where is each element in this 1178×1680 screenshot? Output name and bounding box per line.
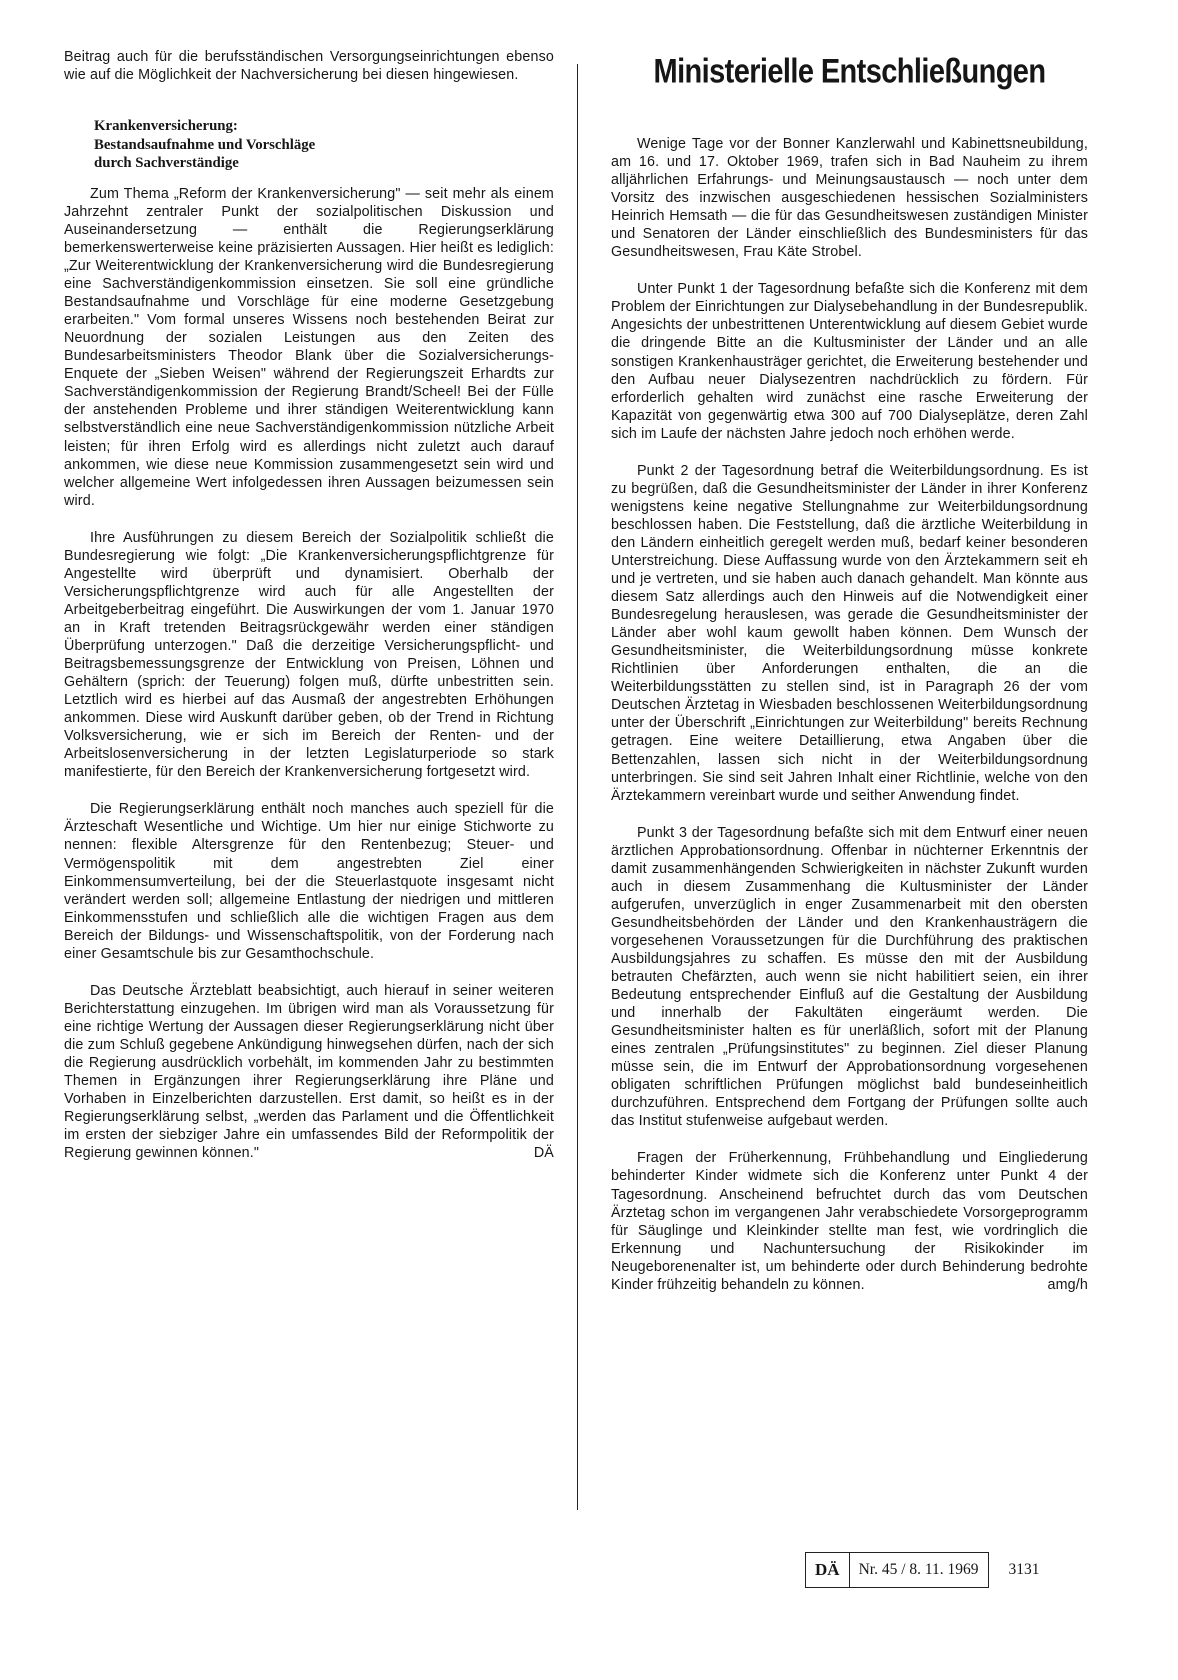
subheading-line: Krankenversicherung: bbox=[94, 118, 238, 135]
page-footer bbox=[805, 1552, 1040, 1588]
body-paragraph: Zum Thema „Reform der Krankenversicherung" — seit mehr als einem Jahrzehnt zentraler Punkt der sozialpolitischen Diskussion und Auseinandersetzung — enthält die Regierungserklärung bemerkenswerterweise keine präzisierten Aussagen. Hier heißt es lediglich: „Zur Weiterentwicklung der Krankenversicherung wird die Bundesregierung eine Sachverständigenkommission einsetzen. Sie soll eine gründliche Bestandsaufnahme und Vorschläge für eine moderne Gesetzgebung erarbeiten." Vom formal unseres Wissens noch bestehenden Beirat zur Neuordnung der sozialen Leistungen aus den Zeiten des Bundesarbeitsministers Theodor Blank über die Sozialversicherungs-Enquete der „Sieben Weisen" während der Regierungszeit Erhardts zur Sachverständigenkommission der Regierung Brandt/Scheel! Bei der Fülle der anstehenden Probleme und ihrer ständigen Weiterentwicklung kann selbstverständlich eine neue Sachverständigenkommission nützliche Arbeit leisten; für ihren Erfolg wird es allerdings nicht zuletzt auch darauf ankommen, wie diese neue Kommission zusammengesetzt sein wird und welcher allgemeine Wert infolgedessen ihren Aussagen beizumessen sein wird. bbox=[64, 185, 554, 509]
author-signature: amg/h bbox=[1047, 1276, 1088, 1293]
body-paragraph bbox=[611, 1149, 1088, 1293]
body-paragraph: Punkt 3 der Tagesordnung befaßte sich mit dem Entwurf einer neuen ärztlichen Approbationsordnung. Offenbar in nüchterner Erkenntnis der damit zusammenhängenden Schwierigkeiten in nächster Zukunft wurden auch in diesem Zusammenhang die Kultusminister der Länder aufgerufen, unverzüglich in enger Zusammenarbeit mit den obersten Gesundheitsbehörden der Länder und den Krankenhausträgern die vorgesehenen Voraussetzungen für die Durchführung des praktischen Ausbildungsjahres zu schaffen. Es müsse den mit der Ausbildung betrauten Chefärzten, auch wenn sie nicht habilitiert seien, ein ihrer Bedeutung entsprechender Einfluß auf die Gestaltung der Ausbildung und innerhalb der Fakultäten eingeräumt werden. Die Gesundheitsminister halten es für unerläßlich, sofort mit der Planung eines zentralen „Prüfungsinstitutes" zu beginnen. Ziel dieser Planung müsse sein, die im Entwurf der Approbationsordnung vorgesehenen obligaten schriftlichen Prüfungen möglichst bald bundeseinheitlich durchzuführen. Entsprechend dem Fortgang der Prüfungen sollte auch das Institut stufenweise aufgebaut werden. bbox=[611, 824, 1088, 1130]
paragraph-text: Fragen der Früherkennung, Frühbehandlung und Eingliederung behinderter Kinder widmete sich die Konferenz unter Punkt 4 der Tagesordnung. Anscheinend befruchtet durch das vom Deutschen Ärztetag schon im vergangenen Jahr verabschiedete Vorsorgeprogramm für Säuglinge und Kleinkinder stellte man fest, wie vordringlich die Erkennung und Nachuntersuchung der Risikokinder im Neugeborenenalter ist, um behinderte oder durch Behinderung bedrohte Kinder frühzeitig behandeln zu können. bbox=[611, 1150, 1088, 1293]
author-signature: DÄ bbox=[533, 1145, 554, 1162]
section-subheading bbox=[94, 117, 554, 173]
page-number: 3131 bbox=[1008, 1561, 1040, 1578]
body-paragraph: Punkt 2 der Tagesordnung betraf die Weiterbildungsordnung. Es ist zu begrüßen, daß die Gesundheitsminister der Länder in ihrer Konferenz wenigstens keine negative Stellungnahme zur Weiterbildungsordnung beschlossen haben. Die Feststellung, daß die ärztliche Weiterbildung in den Ländern einheitlich geregelt werden muß, bedarf keiner besonderen Unterstreichung. Diese Auffassung wurde von den Ärztekammern seit eh und je vertreten, und sie haben auch danach gehandelt. Man könnte aus diesem Satz allerdings auch den Hinweis auf die Notwendigkeit einer Bundesregelung herauslesen, was gerade die Gesundheitsminister der Länder aber wohl kaum gewollt haben können. Dem Wunsch der Gesundheitsminister, die Weiterbildungsordnung müsse konkrete Richtlinien über Anforderungen enthalten, die an die Weiterbildungsstätten zu stellen sind, ist in Paragraph 26 der vom Deutschen Ärztetag in Wiesbaden beschlossenen Weiterbildungsordnung unter der Überschrift „Einrichtungen zur Weiterbildung" bereits Rechnung getragen. Eine weitere Detaillierung, etwa Angaben über die Bettenzahlen, lassen sich nicht in der Weiterbildungsordnung unterbringen. Sie sind seit Jahren Inhalt einer Richtlinie, welche von den Ärztekammern vereinbart wurde und seither Anwendung findet. bbox=[611, 462, 1088, 804]
body-paragraph bbox=[64, 982, 554, 1162]
intro-paragraph: Beitrag auch für die berufsständischen Versorgungseinrichtungen ebenso wie auf die Möglichkeit der Nachversicherung bei diesen hingewiesen. bbox=[64, 49, 554, 84]
paragraph-text: Das Deutsche Ärzteblatt beabsichtigt, auch hierauf in seiner weiteren Berichterstattung einzugehen. Im übrigen wird man als Voraussetzung für eine richtige Wertung der Aussagen dieser Regierungserklärung nicht über die zum Schluß gegebene Ankündigung hinwegsehen dürfen, nach der sich die Regierung ausdrücklich vorbehält, im kommenden Jahr zu bestimmten Themen in Ergänzungen ihrer Regierungserklärung ihre Pläne und Vorhaben in Einzelberichten darzustellen. Erst damit, so heißt es in der Regierungserklärung selbst, „werden das Parlament und die Öffentlichkeit im ersten der siebziger Jahre ein umfassendes Bild der Reformpolitik der Regierung gewinnen können." bbox=[64, 982, 554, 1162]
subheading-line: Bestandsaufnahme und Vorschläge bbox=[94, 136, 316, 153]
body-paragraph: Die Regierungserklärung enthält noch manches auch speziell für die Ärzteschaft Wesentliche und Wichtige. Um hier nur einige Stichworte zu nennen: flexible Altersgrenze für den Rentenbezug; Steuer- und Vermögenspolitik mit dem angestrebten Ziel einer Einkommensumverteilung, bei der die Steuerlastquote insgesamt nicht verändert werden soll; allgemeine Entlastung der niedrigen und mittleren Einkommensstufen und schließlich alle die wichtigen Fragen aus dem Bereich der Bildungs- und Wissenschaftspolitik, von der Forderung nach einer Gesamtschule bis zur Gesamthochschule. bbox=[64, 801, 554, 962]
right-column bbox=[611, 48, 1088, 1313]
issue-info: Nr. 45 / 8. 11. 1969 bbox=[850, 1552, 989, 1588]
subheading-line: durch Sachverständige bbox=[94, 155, 239, 172]
body-paragraph: Wenige Tage vor der Bonner Kanzlerwahl und Kabinettsneubildung, am 16. und 17. Oktober 1969, trafen sich in Bad Nauheim zu ihrem alljährlichen Erfahrungs- und Meinungsaustausch — noch unter dem Vorsitz des inzwischen ausgeschiedenen hessischen Sozialministers Heinrich Hemsath — die für das Gesundheitswesen zuständigen Minister und Senatoren der Länder einschließlich des Bundesministers für das Gesundheitswesen, Frau Käte Strobel. bbox=[611, 136, 1088, 261]
column-divider bbox=[577, 64, 578, 1510]
journal-logo: DÄ bbox=[805, 1552, 850, 1588]
article-title: Ministerielle Entschließungen bbox=[653, 53, 1046, 91]
body-paragraph: Ihre Ausführungen zu diesem Bereich der Sozialpolitik schließt die Bundesregierung wie folgt: „Die Krankenversicherungspflichtgrenze für Angestellte wird überprüft und dynamisiert. Oberhalb der Versicherungspflichtgrenze wird auch für alle Angestellten der Arbeitgeberbeitrag eingeführt. Die Auswirkungen der vom 1. Januar 1970 an in Kraft tretenden Beitragsrückgewähr werden einer ständigen Überprüfung unterzogen." Daß die derzeitige Versicherungspflicht- und Beitragsbemessungsgrenze der Entwicklung von Preisen, Löhnen und Gehältern (sprich: der Teuerung) folgen muß, dürfte unbestritten sein. Letztlich wird es hierbei auf das Ausmaß der angestrebten Erhöhungen ankommen. Diese wird Auskunft darüber geben, ob der Trend in Richtung Volksversicherung, wie er sich im Bereich der Renten- und der Arbeitslosenversicherung in der letzten Legislaturperiode so stark manifestierte, für den Bereich der Krankenversicherung fortgesetzt wird. bbox=[64, 529, 554, 781]
left-column bbox=[64, 48, 554, 1181]
body-paragraph: Unter Punkt 1 der Tagesordnung befaßte sich die Konferenz mit dem Problem der Einrichtungen zur Dialysebehandlung in der Bundesrepublik. Angesichts der unbestrittenen Unterentwicklung auf diesem Gebiet wurde die dringende Bitte an die Kultusminister der Länder und an alle sonstigen Krankenhausträger gerichtet, die Erweiterung bestehender und den Aufbau neuer Dialysezentren nachdrücklich zu fördern. Für erforderlich gehalten wird zunächst eine rasche Erweiterung der Kapazität von gegenwärtig etwa 300 auf 700 Dialyseplätze, deren Zahl sich im Laufe der nächsten Jahre jedoch noch erhöhen werde. bbox=[611, 281, 1088, 442]
